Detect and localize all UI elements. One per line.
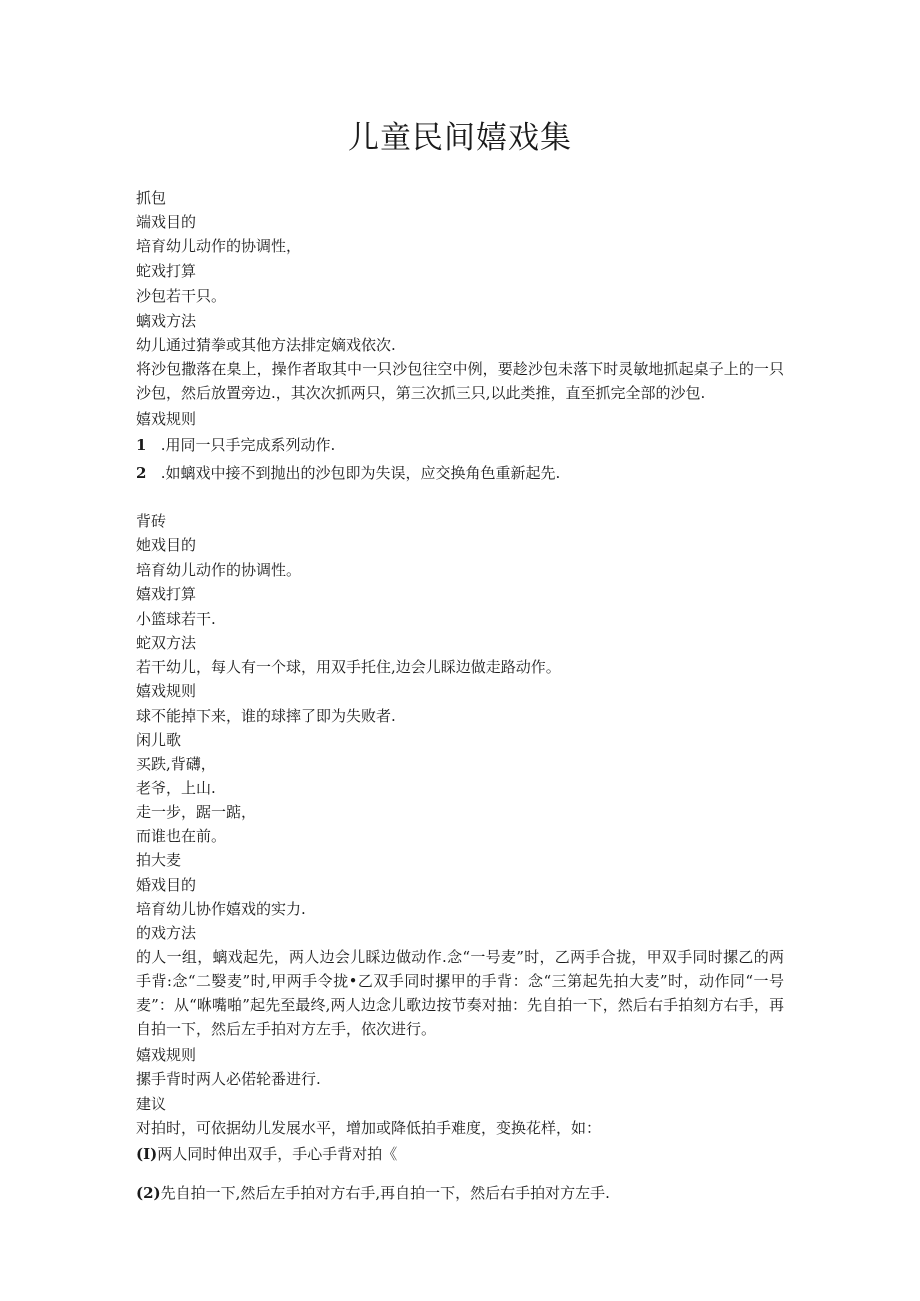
goal-heading: 她戏目的 <box>136 536 197 554</box>
method-heading: 的戏方法 <box>136 924 197 942</box>
item-text: 两人同时伸出双手，手心手背对拍《 <box>157 1145 398 1163</box>
method-paragraph: 的人一组，螭戏起先，两人边会儿睬边做动作.念“一号麦”时，乙两手合拢，甲双手同时摞乙的两手背:念“二嫛麦”时,甲两手令拢•乙双手同时摞甲的手背：念“三第起先拍大麦”时，动作同“一号麦”：从“咻嘴啪”起先至最终,两人边念儿歌边按节奏对抽：先自拍一下，然后右手拍刻方右手，再自拍一下，然后左手拍对方左手，依次进行。 <box>136 948 784 1038</box>
rule-number: 1 <box>136 436 147 454</box>
rule-text: .如螭戏中接不到抛出的沙包即为失误，应交换角色重新起先. <box>160 464 561 482</box>
goal-text: 培育幼儿动作的协调性， <box>136 237 302 255</box>
game-name-paidamai: 拍大麦 <box>136 851 182 869</box>
item-number: (I) <box>136 1145 158 1163</box>
rule-text: .用同一只手完成系列动作. <box>160 436 336 454</box>
song-line: 走一步，踞一踮， <box>136 803 257 821</box>
goal-text: 培育幼儿协作嬉戏的实力. <box>136 900 306 918</box>
method-text: 幼儿通过猜拳或其他方法排定嫡戏依次. <box>136 336 396 354</box>
method-paragraph: 将沙包撒落在臬上，操作者取其中一只沙包往空中例，要趁沙包未落下时灵敏地抓起桌子上的一只沙包，然后放置旁边.，其次次抓两只，第三次抓三只,以此类推，直至抓完全部的沙包. <box>136 360 784 402</box>
prep-text: 沙包若干只。 <box>136 287 227 305</box>
goal-text: 培育幼儿动作的协调性。 <box>136 561 302 579</box>
song-line: 而谁也在前。 <box>136 827 227 845</box>
song-line: 老爷，上山. <box>136 779 216 797</box>
advice-item <box>136 1142 397 1166</box>
rule-item <box>136 433 335 457</box>
prep-heading: 嬉戏打算 <box>136 585 197 603</box>
item-text: 先自拍一下,然后左手拍对方右手,再自拍一下，然后右手拍对方左手. <box>160 1184 610 1202</box>
song-line: 买跌,背礴， <box>136 755 216 773</box>
rules-heading: 嬉戏规则 <box>136 410 197 428</box>
rule-text: 球不能掉下来，谁的球摔了即为失败者. <box>136 707 396 725</box>
prep-heading: 蛇戏打算 <box>136 262 197 280</box>
song-heading: 闲儿歌 <box>136 731 182 749</box>
rule-text: 摞手背时两人必偌轮番进行. <box>136 1070 321 1088</box>
document-title: 儿童民间嬉戏集 <box>348 120 572 156</box>
prep-text: 小篮球若干. <box>136 610 216 628</box>
rules-heading: 嬉戏规则 <box>136 682 197 700</box>
goal-heading: 端戏目的 <box>136 213 197 231</box>
game-name-zhuabao: 抓包 <box>136 189 167 207</box>
method-text: 若干幼儿，每人有一个球，用双手托住,边会儿睬边做走路动作。 <box>136 658 561 676</box>
method-heading: 蛇双方法 <box>136 634 197 652</box>
method-heading: 螭戏方法 <box>136 312 197 330</box>
advice-heading: 建议 <box>136 1095 167 1113</box>
rule-item <box>136 461 560 485</box>
goal-heading: 婚戏目的 <box>136 876 197 894</box>
game-name-beizhuan: 背砖 <box>136 512 167 530</box>
item-number: (2) <box>136 1184 161 1202</box>
rules-heading: 嬉戏规则 <box>136 1046 197 1064</box>
rule-number: 2 <box>136 464 147 482</box>
advice-item <box>136 1181 610 1205</box>
advice-text: 对拍时，可依据幼儿发展水平，增加或降低拍手难度，变换花样，如： <box>136 1119 602 1137</box>
